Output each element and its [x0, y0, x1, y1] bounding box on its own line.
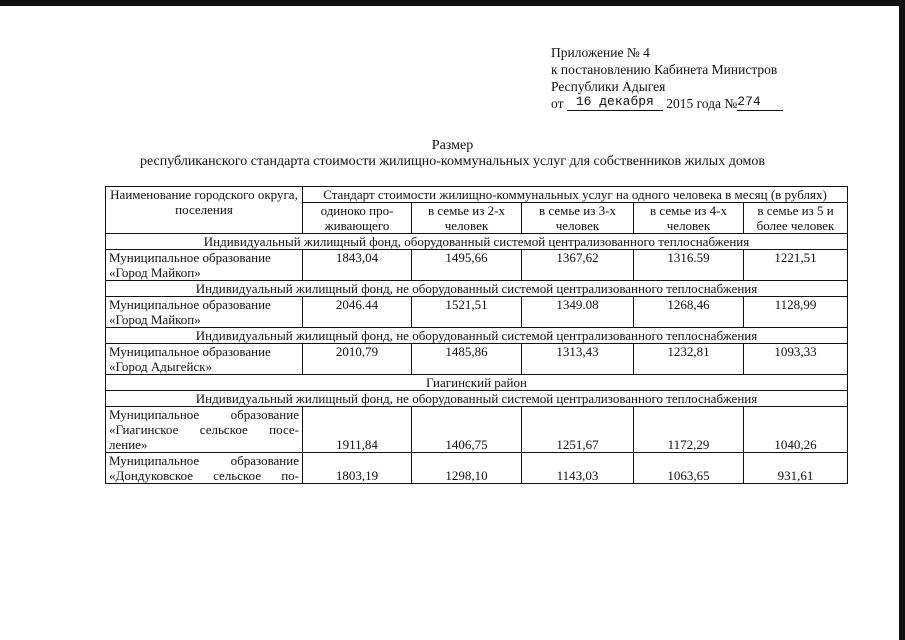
table-row [106, 297, 848, 328]
row-name: Муниципальное образование «Город Майкоп» [106, 297, 303, 328]
value-cell: 1093,33 [744, 344, 848, 375]
section-row: Индивидуальный жилищный фонд, не оборудованный системой централизованного теплоснабжения [106, 328, 848, 344]
row-name: Муниципальное образование «Город Майкоп» [106, 250, 303, 281]
value-cell: 1128,99 [744, 297, 848, 328]
table-row [106, 344, 848, 375]
value-cell: 1143,03 [522, 453, 634, 484]
value-cell: 1911,84 [303, 407, 412, 453]
cost-standard-table [105, 186, 848, 484]
value-cell: 931,61 [744, 453, 848, 484]
date-prefix: от [551, 96, 564, 111]
row-name: Муниципальное образование «Дондуковское сельское по- [106, 453, 303, 484]
header-row [106, 187, 848, 203]
value-cell: 1232,81 [634, 344, 744, 375]
header-standard-cell: Стандарт стоимости жилищно-коммунальных услуг на одного человека в месяц (в рублях) [303, 187, 848, 203]
row-name: Муниципальное образование «Город Адыгейск» [106, 344, 303, 375]
value-cell: 1063,65 [634, 453, 744, 484]
value-cell: 1221,51 [744, 250, 848, 281]
column-header: в семье из 4-х человек [634, 203, 744, 234]
value-cell: 1495,66 [412, 250, 522, 281]
scan-border-right [899, 0, 905, 640]
value-cell: 1298,10 [412, 453, 522, 484]
value-cell: 1040,26 [744, 407, 848, 453]
appendix-line-1: Приложение № 4 [551, 45, 650, 60]
value-cell: 1251,67 [522, 407, 634, 453]
appendix-date-line [551, 95, 783, 114]
value-cell: 1521,51 [412, 297, 522, 328]
table-row [106, 407, 848, 453]
row-name: Муниципальное образование «Гиагинское сельское посе- ление» [106, 407, 303, 453]
scan-border-top [0, 0, 905, 6]
value-cell: 1367,62 [522, 250, 634, 281]
value-cell: 1349.08 [522, 297, 634, 328]
handwritten-date: 16 декабря [567, 93, 663, 111]
column-header: одиноко про-живающего [303, 203, 412, 234]
column-header: в семье из 5 и более человек [744, 203, 848, 234]
handwritten-number: 274 [737, 93, 783, 111]
appendix-header [551, 44, 783, 114]
value-cell: 1268,46 [634, 297, 744, 328]
section-row: Индивидуальный жилищный фонд, не оборудованный системой централизованного теплоснабжения [106, 281, 848, 297]
district-row: Гиагинский район [106, 375, 848, 391]
column-header: в семье из 3-х человек [522, 203, 634, 234]
appendix-line-2: к постановлению Кабинета Министров [551, 62, 778, 77]
value-cell: 1172,29 [634, 407, 744, 453]
value-cell: 1485,86 [412, 344, 522, 375]
appendix-line-3: Республики Адыгея [551, 79, 666, 94]
value-cell: 1406,75 [412, 407, 522, 453]
value-cell: 1313,43 [522, 344, 634, 375]
section-row: Индивидуальный жилищный фонд, не оборудованный системой централизованного теплоснабжения [106, 391, 848, 407]
value-cell: 2046.44 [303, 297, 412, 328]
document-title: Размер [431, 138, 474, 153]
header-name-cell: Наименование городского округа, поселения [106, 187, 303, 234]
section-row: Индивидуальный жилищный фонд, оборудованный системой централизованного теплоснабжения [106, 234, 848, 250]
value-cell: 2010,79 [303, 344, 412, 375]
value-cell: 1803,19 [303, 453, 412, 484]
year-text: 2015 года № [666, 96, 738, 111]
document-subtitle: республиканского стандарта стоимости жилищно-коммунальных услуг для собственников жилых домов [139, 154, 766, 169]
column-header: в семье из 2-х человек [412, 203, 522, 234]
value-cell: 1843,04 [303, 250, 412, 281]
table-row [106, 453, 848, 484]
value-cell: 1316.59 [634, 250, 744, 281]
table-row [106, 250, 848, 281]
